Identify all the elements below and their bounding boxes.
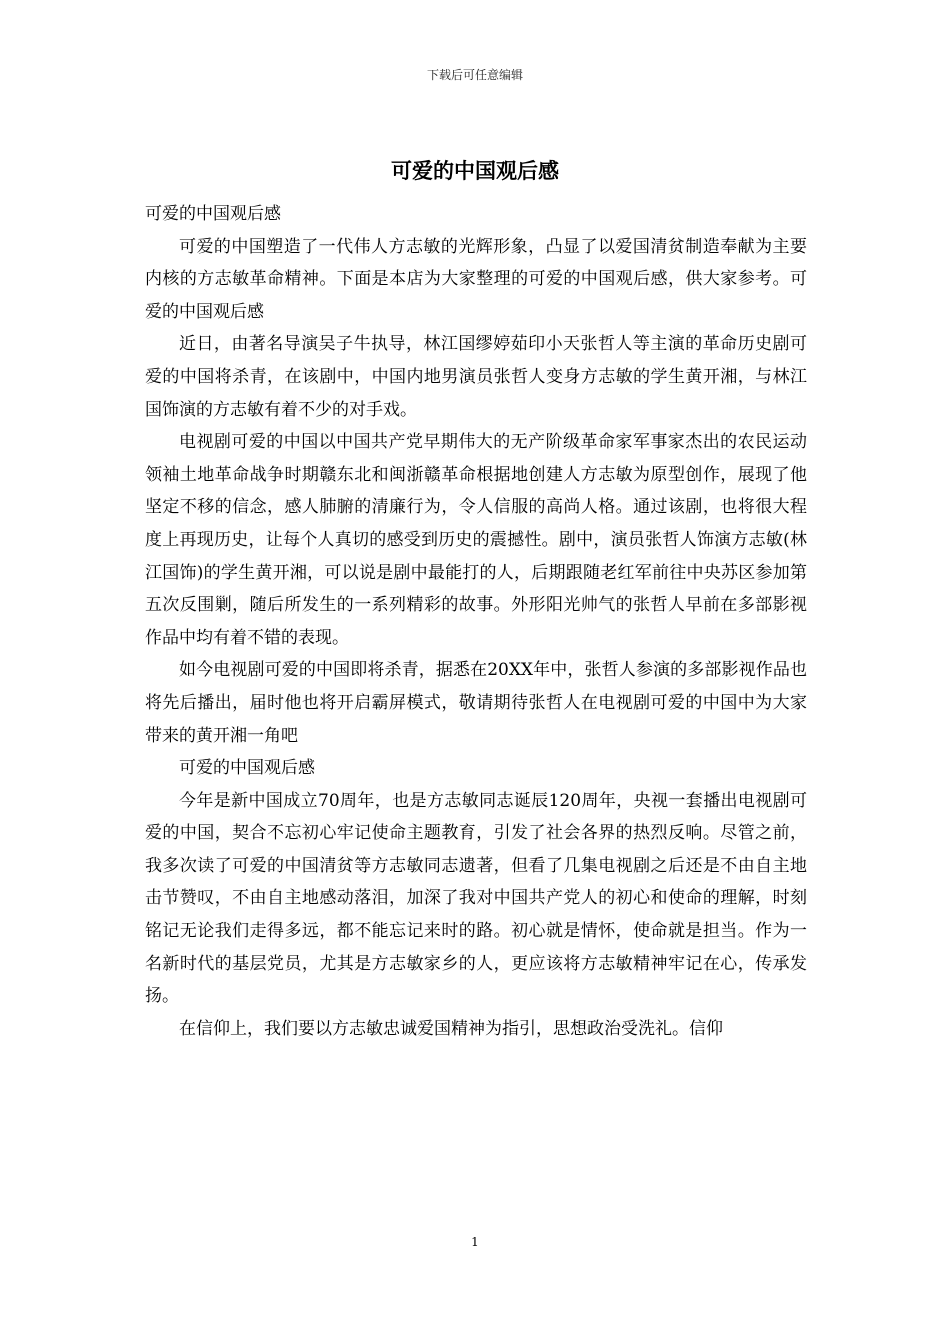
- document-body: [145, 198, 807, 1045]
- paragraph-subtitle: 可爱的中国观后感: [145, 204, 281, 224]
- paragraph: 今年是新中国成立70周年，也是方志敏同志诞辰120周年，央视一套播出电视剧可爱的中国，契合不忘初心牢记使命主题教育，引发了社会各界的热烈反响。尽管之前，我多次读了可爱的中国清贫等方志敏同志遗著，但看了几集电视剧之后还是不由自主地击节赞叹，不由自主地感动落泪，加深了我对中国共产党人的初心和使命的理解，时刻铭记无论我们走得多远，都不能忘记来时的路。初心就是情怀，使命就是担当。作为一名新时代的基层党员，尤其是方志敏家乡的人，更应该将方志敏精神牢记在心，传承发扬。: [145, 790, 807, 1007]
- paragraph: 在信仰上，我们要以方志敏忠诚爱国精神为指引，思想政治受洗礼。信仰: [179, 1018, 723, 1039]
- document-title: 可爱的中国观后感: [391, 158, 559, 183]
- paragraph: 近日，由著名导演吴子牛执导，林江国缪婷茹印小天张哲人等主演的革命历史剧可爱的中国将杀青，在该剧中，中国内地男演员张哲人变身方志敏的学生黄开湘，与林江国饰演的方志敏有着不少的对手戏。: [145, 334, 807, 420]
- paragraph-section-heading: 可爱的中国观后感: [179, 758, 315, 779]
- paragraph: 可爱的中国塑造了一代伟人方志敏的光辉形象，凸显了以爱国清贫制造奉献为主要内核的方志敏革命精神。下面是本店为大家整理的可爱的中国观后感，供大家参考。可爱的中国观后感: [145, 236, 807, 322]
- paragraph: 电视剧可爱的中国以中国共产党早期伟大的无产阶级革命家军事家杰出的农民运动领袖土地革命战争时期赣东北和闽浙赣革命根据地创建人方志敏为原型创作，展现了他坚定不移的信念，感人肺腑的清廉行为，令人信服的高尚人格。通过该剧，也将很大程度上再现历史，让每个人真切的感受到历史的震撼性。剧中，演员张哲人饰演方志敏(林江国饰)的学生黄开湘，可以说是剧中最能打的人，后期跟随老红军前往中央苏区参加第五次反围剿，随后所发生的一系列精彩的故事。外形阳光帅气的张哲人早前在多部影视作品中均有着不错的表现。: [145, 432, 807, 648]
- paragraph: 如今电视剧可爱的中国即将杀青，据悉在20XX年中，张哲人参演的多部影视作品也将先后播出，届时他也将开启霸屏模式，敬请期待张哲人在电视剧可爱的中国中为大家带来的黄开湘一角吧: [145, 660, 807, 746]
- page-header-note: 下载后可任意编辑: [426, 68, 523, 82]
- page-number: 1: [471, 1235, 479, 1249]
